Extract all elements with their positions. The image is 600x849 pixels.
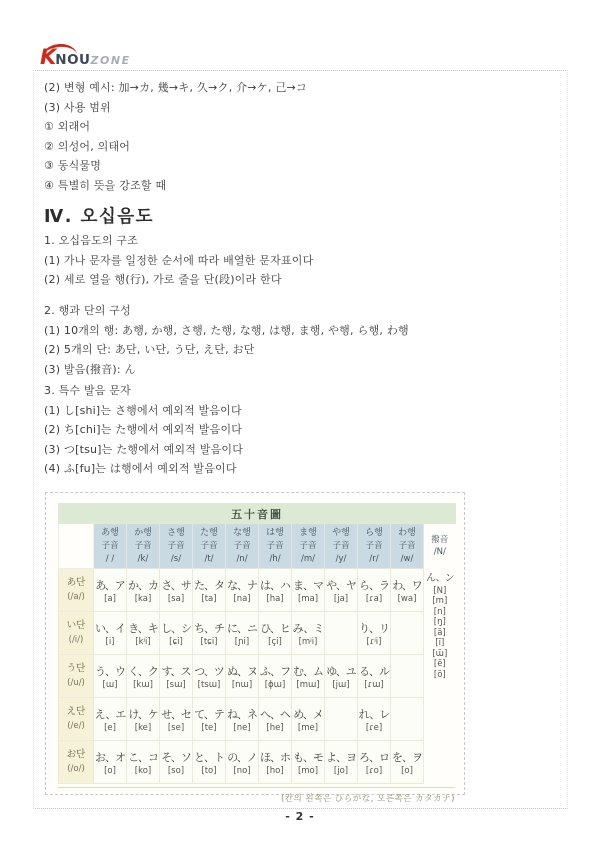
logo-text-nou: NOU <box>55 52 91 68</box>
gojuon-cell: て、テ [te] <box>193 698 226 741</box>
text-line: (2) 5개의 단: あ단, い단, う단, え단, お단 <box>44 343 255 357</box>
text-line: (1) 가나 문자를 일정한 순서에 따라 배열한 문자표이다 <box>44 253 314 267</box>
gojuon-cell: た、タ [ta] <box>193 569 226 612</box>
gojuon-col-header: な행 子音 /n/ <box>226 524 259 569</box>
gojuon-cell: り、リ [ɾʲi] <box>358 612 391 655</box>
gojuon-cell: お、オ [o] <box>94 741 127 784</box>
gojuon-cell: は、ハ [ha] <box>259 569 292 612</box>
gojuon-col-header: や행 子音 /y/ <box>325 524 358 569</box>
gojuon-table-scan <box>45 492 465 804</box>
gojuon-corner-cell <box>59 524 94 569</box>
logo-letter-k: K <box>40 45 56 69</box>
gojuon-cell: の、ノ [no] <box>226 741 259 784</box>
knouzone-logo <box>40 45 131 69</box>
gojuon-cell: も、モ [mo] <box>292 741 325 784</box>
text-line: (4) ふ[fu]는 は행에서 예외적 발음이다 <box>44 462 237 476</box>
gojuon-cell: す、ス [sɯ] <box>160 655 193 698</box>
text-line: 3. 특수 발음 문자 <box>44 384 131 397</box>
gojuon-cell: る、ル [ɾɯ] <box>358 655 391 698</box>
gojuon-cell: に、ニ [ɲi] <box>226 612 259 655</box>
gojuon-col-header: さ행 子音 /s/ <box>160 524 193 569</box>
text-line: ② 의성어, 의태어 <box>44 139 131 153</box>
gojuon-cell: あ、ア [a] <box>94 569 127 612</box>
gojuon-cell: こ、コ [ko] <box>127 741 160 784</box>
gojuon-cell: へ、ヘ [he] <box>259 698 292 741</box>
gojuon-col-header: か행 子音 /k/ <box>127 524 160 569</box>
gojuon-row <box>59 569 456 612</box>
gojuon-batsuon-header: 撥音 /N/ <box>424 524 456 569</box>
gojuon-cell <box>391 612 424 655</box>
section-heading-gojuon: Ⅳ. 오십음도 <box>44 207 155 227</box>
gojuon-cell: ほ、ホ [ho] <box>259 741 292 784</box>
gojuon-title: 五十音圖 <box>59 504 456 524</box>
gojuon-cell: と、ト [to] <box>193 741 226 784</box>
gojuon-cell: わ、ワ [wa] <box>391 569 424 612</box>
gojuon-cell: ね、ネ [ne] <box>226 698 259 741</box>
gojuon-header-row <box>59 524 456 569</box>
gojuon-cell: ち、チ [tɕi] <box>193 612 226 655</box>
text-line: 2. 행과 단의 구성 <box>44 304 131 317</box>
gojuon-cell: み、ミ [mʲi] <box>292 612 325 655</box>
text-line: 1. 오십음도의 구조 <box>44 234 139 247</box>
gojuon-cell: よ、ヨ [jo] <box>325 741 358 784</box>
text-line: (3) つ[tsu]는 た행에서 예외적 발음이다 <box>44 442 244 456</box>
gojuon-row <box>59 741 456 784</box>
text-line: ① 외래어 <box>44 120 91 134</box>
gojuon-cell: や、ヤ [ja] <box>325 569 358 612</box>
gojuon-col-header: わ행 子音 /w/ <box>391 524 424 569</box>
gojuon-cell: う、ウ [ɯ] <box>94 655 127 698</box>
text-line: (1) 10개의 행: あ행, か행, さ행, た행, な행, は행, ま행, や행, ら행, わ행 <box>44 323 409 337</box>
gojuon-cell: せ、セ [se] <box>160 698 193 741</box>
gojuon-cell: ふ、フ [ɸɯ] <box>259 655 292 698</box>
gojuon-cell <box>325 612 358 655</box>
text-line: (2) ち[chi]는 た행에서 예외적 발음이다 <box>44 423 243 437</box>
page-number: - 2 - <box>285 810 315 823</box>
gojuon-table-note: (칸의 왼쪽은 ひらがな, 오른쪽은 カタカナ) <box>58 787 455 804</box>
gojuon-cell: い、イ [i] <box>94 612 127 655</box>
gojuon-row <box>59 612 456 655</box>
gojuon-cell <box>391 698 424 741</box>
gojuon-col-header: は행 子音 /h/ <box>259 524 292 569</box>
gojuon-cell: ろ、ロ [ɾo] <box>358 741 391 784</box>
gojuon-row <box>59 655 456 698</box>
gojuon-cell: く、ク [kɯ] <box>127 655 160 698</box>
gojuon-cell <box>325 698 358 741</box>
gojuon-cell: け、ケ [ke] <box>127 698 160 741</box>
gojuon-row-header: あ단 (/a/) <box>59 569 94 612</box>
gojuon-cell: ぬ、ヌ [nɯ] <box>226 655 259 698</box>
gojuon-cell: さ、サ [sa] <box>160 569 193 612</box>
text-line: (2) 세로 열을 행(行), 가로 줄을 단(段)이라 한다 <box>44 273 282 287</box>
gojuon-col-header: た행 子音 /t/ <box>193 524 226 569</box>
gojuon-structure-block <box>44 231 313 290</box>
gojuon-cell: を、ヲ [o] <box>391 741 424 784</box>
gojuon-row-header: い단 (/i/) <box>59 612 94 655</box>
gojuon-table-body <box>59 504 456 784</box>
text-line: (1) し[shi]는 さ행에서 예외적 발음이다 <box>44 403 242 417</box>
gojuon-cell: え、エ [e] <box>94 698 127 741</box>
text-line: ③ 동식물명 <box>44 159 102 173</box>
gojuon-cell: し、シ [ɕi] <box>160 612 193 655</box>
text-line: (3) 발음(撥音): ん <box>44 362 136 376</box>
rows-columns-block <box>44 301 409 379</box>
special-pronunciation-block <box>44 381 243 479</box>
text-line: ④ 특별히 뜻을 강조할 때 <box>44 178 167 192</box>
gojuon-row-header: え단 (/e/) <box>59 698 94 741</box>
gojuon-cell: め、メ [me] <box>292 698 325 741</box>
gojuon-cell: ひ、ヒ [çi] <box>259 612 292 655</box>
gojuon-cell <box>391 655 424 698</box>
gojuon-batsuon-cell: ん、ン [N] [m] [n] [ŋ] [ã] [ĩ] [ɯ̃] [ẽ] [õ] <box>424 569 456 784</box>
gojuon-col-header: あ행 子音 / / <box>94 524 127 569</box>
gojuon-cell: か、カ [ka] <box>127 569 160 612</box>
gojuon-cell: そ、ソ [so] <box>160 741 193 784</box>
gojuon-table <box>58 503 456 784</box>
gojuon-cell: れ、レ [ɾe] <box>358 698 391 741</box>
gojuon-title-row <box>59 504 456 524</box>
gojuon-cell: ゆ、ユ [jɯ] <box>325 655 358 698</box>
gojuon-col-header: ら행 子音 /r/ <box>358 524 391 569</box>
katakana-usage-block <box>44 78 307 196</box>
text-line: (2) 변형 예시: 加→カ, 幾→キ, 久→ク, 介→ケ, 己→コ <box>44 81 308 94</box>
text-line: (3) 사용 범위 <box>44 100 111 114</box>
gojuon-row-header: う단 (/u/) <box>59 655 94 698</box>
gojuon-col-header: ま행 子音 /m/ <box>292 524 325 569</box>
gojuon-cell: む、ム [mɯ] <box>292 655 325 698</box>
gojuon-row <box>59 698 456 741</box>
gojuon-cell: つ、ツ [tsɯ] <box>193 655 226 698</box>
gojuon-cell: き、キ [kʲi] <box>127 612 160 655</box>
gojuon-row-header: お단 (/o/) <box>59 741 94 784</box>
gojuon-cell: ら、ラ [ɾa] <box>358 569 391 612</box>
logo-text-zone: ZONE <box>90 54 131 67</box>
gojuon-cell: な、ナ [na] <box>226 569 259 612</box>
gojuon-cell: ま、マ [ma] <box>292 569 325 612</box>
